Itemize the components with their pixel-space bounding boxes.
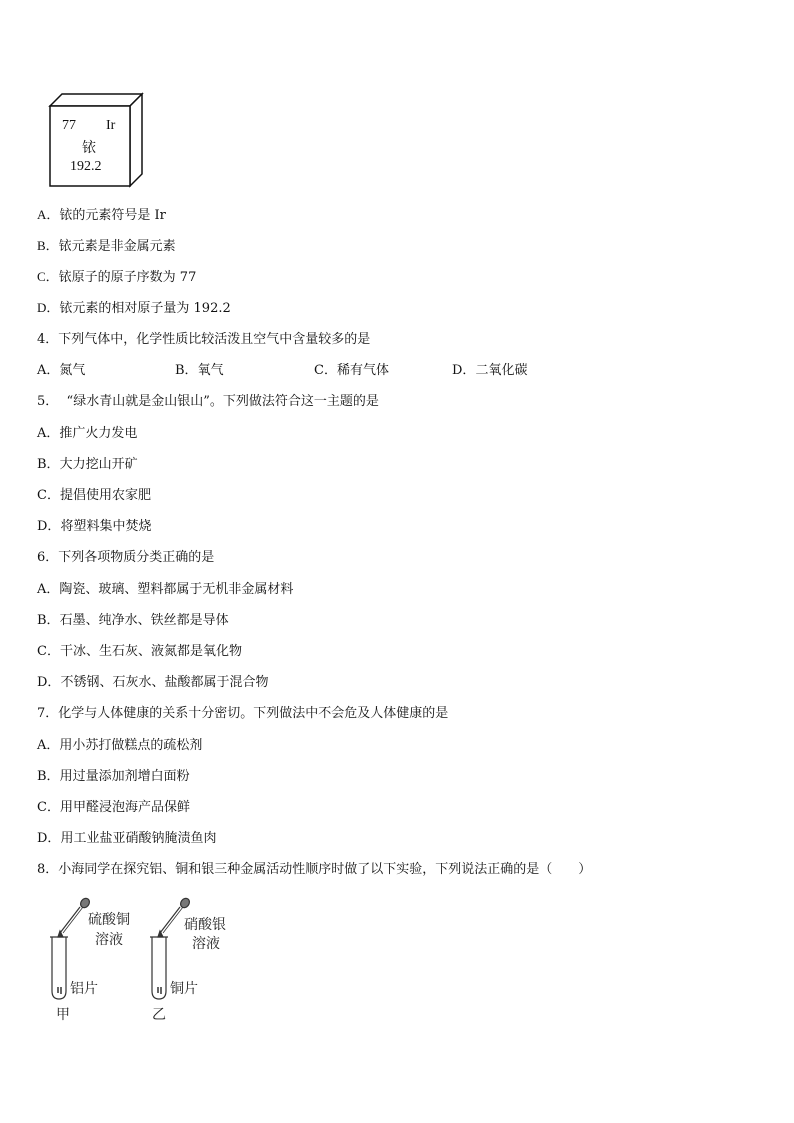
test-tube-b <box>150 937 168 999</box>
atomic-mass: 192.2 <box>70 159 102 174</box>
q6-option-a: A．陶瓷、玻璃、塑料都属于无机非金属材料 <box>37 582 294 597</box>
element-card <box>48 92 144 188</box>
q6-stem: 6．下列各项物质分类正确的是 <box>37 550 215 565</box>
experiment-figure <box>40 895 300 1035</box>
atomic-number: 77 <box>62 118 76 133</box>
tube-a-caption: 甲 <box>56 1007 70 1023</box>
q3-option-a: A．铱的元素符号是 Ir <box>37 207 166 223</box>
element-symbol: Ir <box>106 118 116 133</box>
q5-option-d: D．将塑料集中焚烧 <box>37 519 152 534</box>
tube-a-metal: 铝片 <box>70 981 98 997</box>
q5-option-b: B．大力挖山开矿 <box>37 457 138 472</box>
tube-b-caption: 乙 <box>152 1007 166 1023</box>
q3-option-c: C．铱原子的原子序数为 77 <box>37 269 197 285</box>
test-tube-a <box>50 937 68 999</box>
q7-stem: 7．化学与人体健康的关系十分密切。下列做法中不会危及人体健康的是 <box>37 706 449 721</box>
q8-stem: 8．小海同学在探究铝、铜和银三种金属活动性顺序时做了以下实验，下列说法正确的是（ ） <box>37 862 592 877</box>
tube-a-reagent-line1: 硫酸铜 <box>88 912 130 928</box>
element-name: 铱 <box>82 140 96 156</box>
tube-a-reagent-line2: 溶液 <box>95 932 123 948</box>
q5-option-a: A．推广火力发电 <box>37 426 138 441</box>
tube-b-reagent-line1: 硝酸银 <box>184 917 226 933</box>
q6-option-d: D．不锈钢、石灰水、盐酸都属于混合物 <box>37 675 269 690</box>
q7-option-d: D．用工业盐亚硝酸钠腌渍鱼肉 <box>37 831 217 846</box>
q4-option-a: A．氮气 <box>37 363 86 378</box>
q3-option-b: B．铱元素是非金属元素 <box>37 238 176 254</box>
q6-option-c: C．干冰、生石灰、液氮都是氧化物 <box>37 644 242 659</box>
q6-option-b: B．石墨、纯净水、铁丝都是导体 <box>37 613 229 628</box>
q7-option-b: B．用过量添加剂增白面粉 <box>37 769 190 784</box>
q5-stem: 5． “绿水青山就是金山银山”。下列做法符合这一主题的是 <box>37 394 379 409</box>
dropper-a <box>58 897 91 937</box>
tube-b-reagent-line2: 溶液 <box>192 936 220 952</box>
q7-option-c: C．用甲醛浸泡海产品保鲜 <box>37 800 190 815</box>
q4-stem: 4．下列气体中，化学性质比较活泼且空气中含量较多的是 <box>37 332 371 347</box>
tube-b-metal: 铜片 <box>170 981 198 997</box>
q3-option-d: D．铱元素的相对原子量为 192.2 <box>37 300 231 316</box>
test-tubes-drawing <box>40 895 300 1035</box>
q4-option-b: B．氧气 <box>175 363 224 378</box>
q7-option-a: A．用小苏打做糕点的疏松剂 <box>37 738 203 753</box>
q4-option-c: C．稀有气体 <box>314 363 389 378</box>
q4-option-d: D．二氧化碳 <box>452 363 528 378</box>
q5-option-c: C．提倡使用农家肥 <box>37 488 151 503</box>
